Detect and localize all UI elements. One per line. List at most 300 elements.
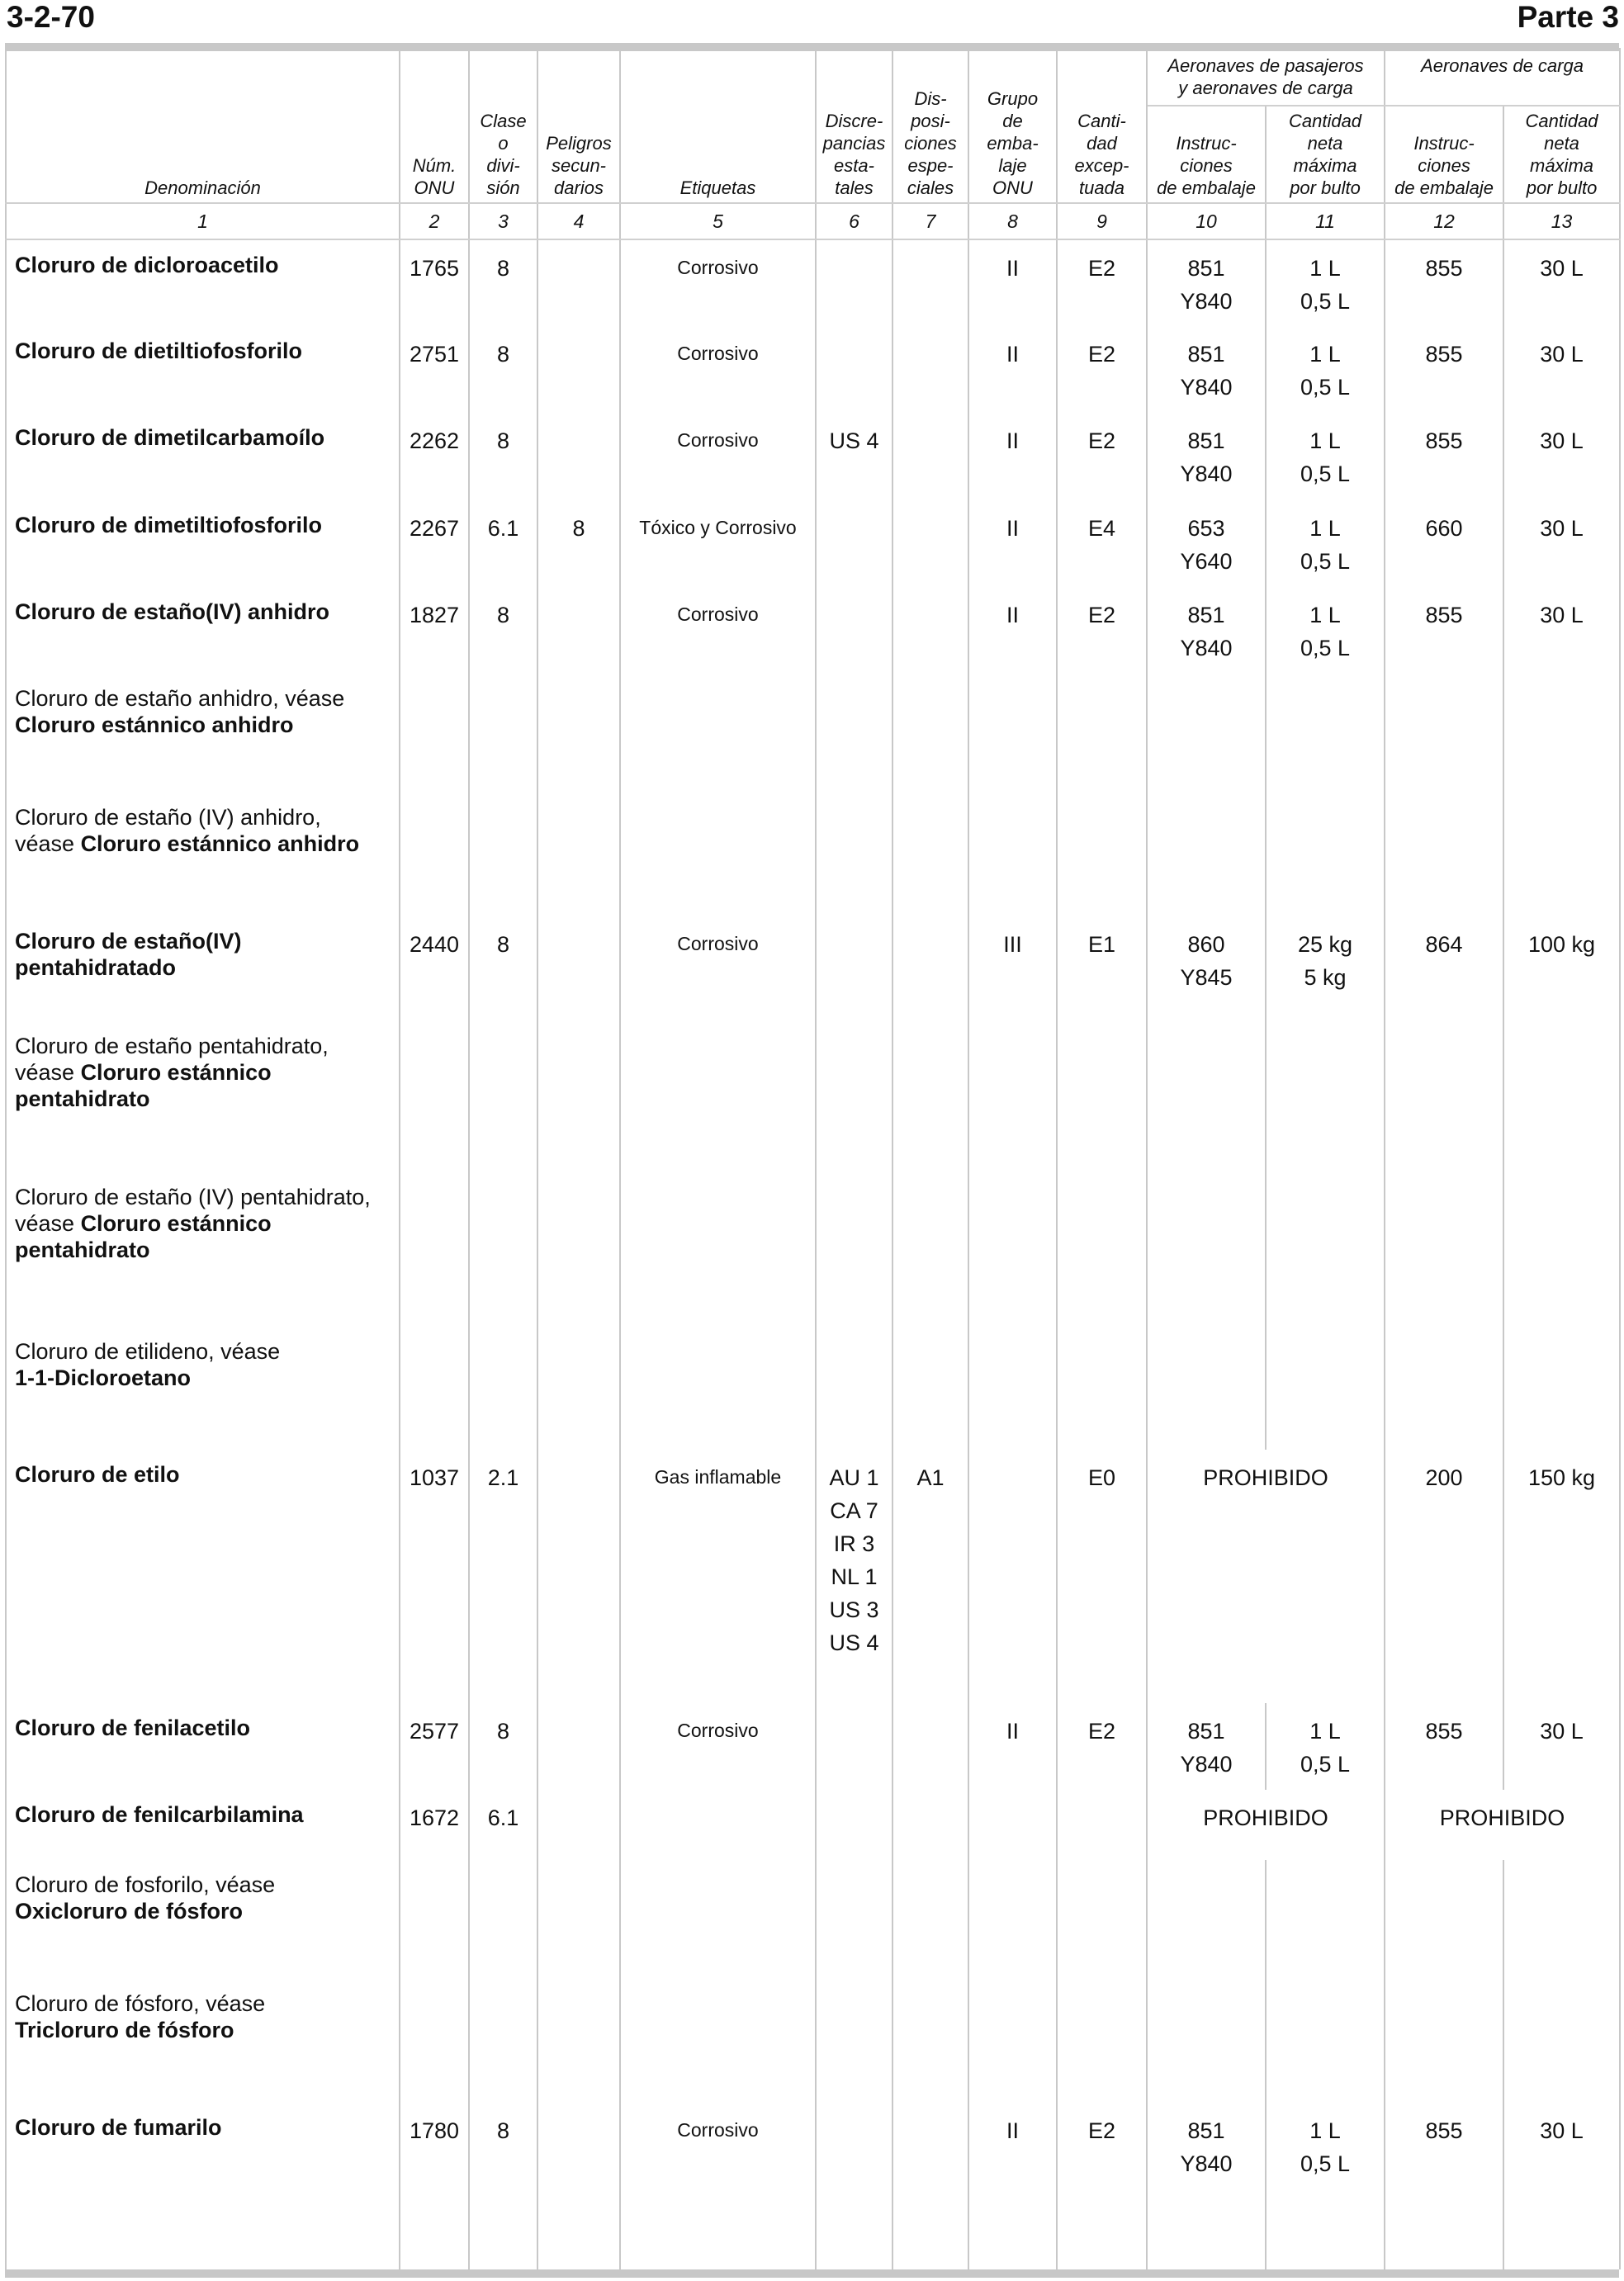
- cell-cao-instructions: [1385, 1021, 1503, 1173]
- header-line: espe-: [907, 155, 954, 176]
- cell-line: 1 L: [1309, 428, 1341, 454]
- cell-line: 200: [1425, 1465, 1463, 1490]
- cell-line: E4: [1087, 515, 1116, 541]
- cell-special-provisions: [892, 239, 968, 326]
- cell-line: E0: [1087, 1465, 1116, 1490]
- col-header-labels: [620, 48, 816, 203]
- header-line: Denominación: [144, 177, 261, 198]
- cell-line: E2: [1087, 428, 1116, 454]
- cell-line: II: [1006, 1718, 1019, 1744]
- cell-line: 1827: [409, 602, 460, 627]
- cell-labels: [620, 1860, 816, 1979]
- cell-packing-group: [968, 1860, 1057, 1979]
- cell-denomination: [6, 1327, 400, 1450]
- cell-excepted-quantity: [1057, 1172, 1147, 1327]
- cell-denomination: [6, 1450, 400, 1703]
- cell-denomination: [6, 1021, 400, 1173]
- group-header-passenger: [1147, 48, 1385, 106]
- cell-line: 1765: [409, 256, 460, 281]
- cell-packing-group: [968, 674, 1057, 793]
- cell-secondary-hazard: [537, 587, 620, 674]
- col-header-state-variations: [816, 48, 892, 203]
- cell-denomination: [6, 1703, 400, 1790]
- cell-packing-group: [968, 1021, 1057, 1173]
- header-line: ciales: [907, 177, 954, 198]
- cell-un-number: [400, 916, 469, 1021]
- cell-pax-quantity: [1266, 1979, 1385, 2103]
- cell-un-number: [400, 1860, 469, 1979]
- cell-line: 1 L: [1309, 1718, 1341, 1744]
- cell-line: 0,5 L: [1300, 461, 1351, 487]
- header-line: Aeronaves de pasajeros: [1167, 55, 1364, 76]
- group-header-cargo: Aeronaves de carga: [1385, 48, 1620, 106]
- cell-excepted-quantity: [1057, 326, 1147, 413]
- cell-line: 2.1: [487, 1465, 519, 1490]
- cell-pax-quantity: [1266, 674, 1385, 793]
- col-number: 1: [6, 203, 400, 239]
- cell-packing-group: [968, 2103, 1057, 2269]
- cell-secondary-hazard: [537, 326, 620, 413]
- cell-excepted-quantity: [1057, 587, 1147, 674]
- bottom-rule: [5, 2269, 1619, 2278]
- cell-line: 864: [1425, 931, 1463, 957]
- cell-pax-quantity: [1266, 413, 1385, 499]
- cell-class: [469, 413, 537, 499]
- cell-excepted-quantity: [1057, 500, 1147, 587]
- cell-labels: [620, 1979, 816, 2103]
- col-number: 9: [1057, 203, 1147, 239]
- cell-pax-quantity: [1266, 1327, 1385, 1450]
- col-number: 13: [1503, 203, 1620, 239]
- cell-denomination: [6, 1790, 400, 1860]
- cell-state-variations: [816, 587, 892, 674]
- cell-line: 2440: [409, 931, 460, 957]
- cell-line: PROHIBIDO: [1203, 1805, 1328, 1831]
- header-line: Etiquetas: [679, 177, 756, 198]
- cell-un-number: [400, 1172, 469, 1327]
- col-header-secondary: [537, 48, 620, 203]
- cell-line: 30 L: [1540, 342, 1584, 367]
- header-line: y aeronaves de carga: [1178, 78, 1353, 98]
- cell-class: [469, 916, 537, 1021]
- header-line: divi-: [486, 155, 520, 176]
- cell-line: E2: [1087, 256, 1116, 281]
- cell-denomination: [6, 1860, 400, 1979]
- cell-line: 851: [1187, 2118, 1225, 2143]
- cell-line: II: [1006, 428, 1019, 454]
- header-line: por bulto: [1526, 177, 1598, 198]
- cell-labels: [620, 2103, 816, 2269]
- cell-cao-quantity: [1503, 916, 1620, 1021]
- cell-un-number: [400, 1703, 469, 1790]
- cell-pax-quantity: [1266, 1172, 1385, 1327]
- cell-labels: [620, 793, 816, 916]
- cell-pax-instructions: [1147, 1172, 1266, 1327]
- cell-cao-quantity: [1503, 1703, 1620, 1790]
- cell-secondary-hazard: [537, 1790, 620, 1860]
- col-number: 12: [1385, 203, 1503, 239]
- cell-line: E2: [1087, 342, 1116, 367]
- cell-denomination: [6, 239, 400, 326]
- cell-cao-quantity: [1503, 1172, 1620, 1327]
- cell-labels: [620, 1021, 816, 1173]
- cell-special-provisions: [892, 1979, 968, 2103]
- cell-state-variations: [816, 1860, 892, 1979]
- cell-secondary-hazard: [537, 1860, 620, 1979]
- cell-cao-quantity: [1503, 1450, 1620, 1703]
- cell-line: II: [1006, 602, 1019, 627]
- cell-pax-instructions: [1147, 793, 1266, 916]
- cell-class: [469, 587, 537, 674]
- cell-line: 30 L: [1540, 256, 1584, 281]
- cell-line: 653: [1187, 515, 1225, 541]
- header-line: Instruc-: [1413, 133, 1475, 154]
- cell-secondary-hazard: [537, 793, 620, 916]
- cell-packing-group: [968, 587, 1057, 674]
- cell-packing-group: [968, 326, 1057, 413]
- header-line: pancias: [822, 133, 886, 154]
- col-number: 3: [469, 203, 537, 239]
- cell-line: E2: [1087, 602, 1116, 627]
- cell-pax-quantity: [1266, 916, 1385, 1021]
- cell-line: PROHIBIDO: [1203, 1465, 1328, 1490]
- cell-un-number: [400, 587, 469, 674]
- cell-line: 855: [1425, 2118, 1463, 2143]
- cell-line: Cloruro de estaño(IV) anhidro: [15, 599, 330, 624]
- cell-class: [469, 1172, 537, 1327]
- col-header-excepted-quantity: [1057, 48, 1147, 203]
- header-line: ONU: [414, 177, 455, 198]
- header-line: esta-: [834, 155, 874, 176]
- cell-labels: [620, 1327, 816, 1450]
- cell-line: Cloruro de dicloroacetilo: [15, 253, 279, 277]
- cell-labels: [620, 413, 816, 499]
- cell-state-variations: [816, 500, 892, 587]
- cell-cao-quantity: [1503, 793, 1620, 916]
- cell-secondary-hazard: [537, 1172, 620, 1327]
- cell-line: Y840: [1180, 461, 1233, 487]
- cell-excepted-quantity: [1057, 413, 1147, 499]
- col-number: 6: [816, 203, 892, 239]
- header-line: ONU: [992, 177, 1033, 198]
- cell-line: Y840: [1180, 2151, 1233, 2176]
- col-number: 5: [620, 203, 816, 239]
- header-line: Cantidad: [1288, 111, 1362, 131]
- cell-pax-instructions: [1147, 674, 1266, 793]
- cell-line: 2262: [409, 428, 460, 454]
- cell-line: CA 7: [830, 1498, 878, 1523]
- cell-line: 855: [1425, 342, 1463, 367]
- cell-denomination: [6, 500, 400, 587]
- table-row: [6, 1172, 1620, 1327]
- cell-line: 851: [1187, 256, 1225, 281]
- cell-excepted-quantity: [1057, 1450, 1147, 1703]
- table-row: [6, 1450, 1620, 1703]
- cell-un-number: [400, 1021, 469, 1173]
- cell-class: [469, 2103, 537, 2269]
- cell-cao-instructions: [1385, 500, 1503, 587]
- cross-reference: Cloruro estánnico: [80, 1059, 272, 1085]
- cell-secondary-hazard: [537, 500, 620, 587]
- cell-line: 851: [1187, 602, 1225, 627]
- table-row: [6, 1860, 1620, 1979]
- cell-pax-quantity: [1266, 1703, 1385, 1790]
- cell-pax-instructions: [1147, 1860, 1266, 1979]
- table-row: [6, 793, 1620, 916]
- cell-line: Cloruro de fenilacetilo: [15, 1715, 251, 1740]
- cell-excepted-quantity: [1057, 1327, 1147, 1450]
- cell-line: US 4: [829, 428, 879, 454]
- cell-cao-instructions: [1385, 674, 1503, 793]
- header-line: ciones: [904, 133, 957, 154]
- cell-labels: [620, 1172, 816, 1327]
- table-body: [6, 239, 1620, 2269]
- cell-line: 851: [1187, 342, 1225, 367]
- cell-class: [469, 239, 537, 326]
- cell-line: 0,5 L: [1300, 548, 1351, 574]
- cell-excepted-quantity: [1057, 1021, 1147, 1173]
- cell-line: Y840: [1180, 1751, 1233, 1777]
- cell-cao-quantity: [1503, 587, 1620, 674]
- cell-line: 8: [496, 342, 510, 367]
- cell-cao-quantity: [1503, 2103, 1620, 2269]
- cell-cao-instructions: [1385, 1327, 1503, 1450]
- cell-labels: [620, 500, 816, 587]
- header-line: dad: [1087, 133, 1117, 154]
- header-line: neta: [1307, 133, 1343, 154]
- cell-line: 25 kg: [1297, 931, 1353, 957]
- cell-line: Corrosivo: [677, 2118, 759, 2141]
- cell-line: Cloruro de estaño pentahidrato,: [15, 1033, 329, 1058]
- cell-line: véase Cloruro estánnico: [15, 1059, 272, 1085]
- col-number: 11: [1266, 203, 1385, 239]
- cell-line: Gas inflamable: [654, 1465, 782, 1488]
- table-row: [6, 587, 1620, 674]
- cell-line: A1: [916, 1465, 945, 1490]
- col-number: 4: [537, 203, 620, 239]
- cross-reference: pentahidrato: [15, 1086, 150, 1111]
- cell-class: [469, 1021, 537, 1173]
- cell-line: 2267: [409, 515, 460, 541]
- cell-denomination: [6, 413, 400, 499]
- cell-line: Cloruro de fenilcarbilamina: [15, 1802, 304, 1828]
- cell-special-provisions: [892, 2103, 968, 2269]
- cell-line: Corrosivo: [677, 257, 759, 278]
- cell-packing-group: [968, 1450, 1057, 1703]
- col-header-name: [6, 48, 400, 203]
- col-header-packing-group: [968, 48, 1057, 203]
- header-line: Núm.: [412, 155, 457, 176]
- cell-cao-quantity: [1503, 1021, 1620, 1173]
- cell-line: 855: [1425, 256, 1463, 281]
- cell-labels: [620, 326, 816, 413]
- cell-class: [469, 1450, 537, 1703]
- cell-special-provisions: [892, 1703, 968, 1790]
- cell-line: Cloruro de estaño (IV) anhidro,: [15, 805, 321, 831]
- cross-reference: Tricloruro de fósforo: [15, 2018, 234, 2043]
- cell-line: US 3: [829, 1597, 879, 1622]
- cell-cao-instructions: [1385, 413, 1503, 499]
- header-line: Dis-: [914, 88, 947, 109]
- table-row: [6, 1790, 1620, 1860]
- cell-line: 855: [1425, 1718, 1463, 1744]
- col-header-special-provisions: [892, 48, 968, 203]
- cell-line: IR 3: [833, 1531, 875, 1556]
- cell-packing-group: [968, 1703, 1057, 1790]
- cell-un-number: [400, 413, 469, 499]
- cell-class: [469, 1790, 537, 1860]
- cell-excepted-quantity: [1057, 916, 1147, 1021]
- cell-secondary-hazard: [537, 1450, 620, 1703]
- cell-pax-instructions: [1147, 1327, 1266, 1450]
- cell-line: PROHIBIDO: [1439, 1805, 1565, 1831]
- cell-state-variations: [816, 1327, 892, 1450]
- cell-special-provisions: [892, 1860, 968, 1979]
- table-row: [6, 2103, 1620, 2269]
- cross-reference: Cloruro estánnico anhidro: [15, 712, 294, 738]
- cell-cao-quantity: [1503, 1979, 1620, 2103]
- cell-line: 0,5 L: [1300, 375, 1351, 400]
- cell-cao-quantity: [1503, 413, 1620, 499]
- cell-line: E1: [1087, 931, 1116, 957]
- cell-line: Cloruro de etilo: [15, 1461, 180, 1487]
- cell-line: E2: [1087, 2118, 1116, 2143]
- cell-pax-instructions: [1147, 326, 1266, 413]
- header-line: tales: [835, 177, 874, 198]
- cell-state-variations: [816, 1021, 892, 1173]
- cell-line: NL 1: [831, 1564, 878, 1589]
- cell-line: 1 L: [1309, 602, 1341, 627]
- cell-line: 1672: [409, 1805, 460, 1831]
- cell-line: 150 kg: [1527, 1465, 1596, 1490]
- cell-labels: [620, 674, 816, 793]
- cell-un-number: [400, 239, 469, 326]
- cell-cao-quantity: [1503, 674, 1620, 793]
- col-header-cao-instructions: [1385, 106, 1503, 203]
- header-line: Instruc-: [1176, 133, 1237, 154]
- cell-pax-instructions: [1147, 2103, 1266, 2269]
- cell-un-number: [400, 1450, 469, 1703]
- table-row: [6, 326, 1620, 413]
- cell-denomination: [6, 674, 400, 793]
- cell-excepted-quantity: [1057, 1860, 1147, 1979]
- cell-state-variations: [816, 1703, 892, 1790]
- cell-line: 30 L: [1540, 428, 1584, 454]
- cell-line: Cloruro de dimetilcarbamoílo: [15, 425, 325, 451]
- cell-line: 0,5 L: [1300, 1751, 1351, 1777]
- cell-cao-instructions: [1385, 2103, 1503, 2269]
- cell-line: 1 L: [1309, 342, 1341, 367]
- cell-pax-prohibited: [1147, 1790, 1385, 1860]
- col-header-un: [400, 48, 469, 203]
- cell-special-provisions: [892, 1790, 968, 1860]
- cell-pax-quantity: [1266, 239, 1385, 326]
- cell-cao-instructions: [1385, 916, 1503, 1021]
- cell-line: 8: [496, 2118, 510, 2143]
- cell-secondary-hazard: [537, 674, 620, 793]
- cell-line: US 4: [829, 1630, 879, 1655]
- cell-packing-group: [968, 1979, 1057, 2103]
- cell-secondary-hazard: [537, 1021, 620, 1173]
- cell-line: Corrosivo: [677, 1719, 759, 1741]
- header-line: posi-: [911, 111, 950, 131]
- cell-line: 855: [1425, 428, 1463, 454]
- cell-excepted-quantity: [1057, 1790, 1147, 1860]
- cell-line: 8: [496, 428, 510, 454]
- table-row: [6, 500, 1620, 587]
- cell-line: Y840: [1180, 289, 1233, 314]
- cell-pax-prohibited: [1147, 1450, 1385, 1703]
- table-row: [6, 1703, 1620, 1790]
- cell-state-variations: [816, 1790, 892, 1860]
- cell-labels: [620, 587, 816, 674]
- cell-pax-quantity: [1266, 1021, 1385, 1173]
- cell-special-provisions: [892, 793, 968, 916]
- cell-line: Cloruro de estaño (IV) pentahidrato,: [15, 1185, 371, 1210]
- cell-packing-group: [968, 500, 1057, 587]
- cell-packing-group: [968, 916, 1057, 1021]
- cell-line: Cloruro de estaño(IV): [15, 928, 242, 954]
- cross-reference: Cloruro estánnico: [80, 1211, 272, 1237]
- col-number: 8: [968, 203, 1057, 239]
- cell-class: [469, 1860, 537, 1979]
- cell-line: 2751: [409, 342, 460, 367]
- cell-denomination: [6, 2103, 400, 2269]
- cell-line: 5 kg: [1304, 964, 1347, 990]
- cell-class: [469, 1979, 537, 2103]
- cell-cao-quantity: [1503, 1327, 1620, 1450]
- table-row: [6, 1021, 1620, 1173]
- cell-pax-instructions: [1147, 1703, 1266, 1790]
- cell-excepted-quantity: [1057, 1979, 1147, 2103]
- cell-line: II: [1006, 342, 1019, 367]
- cell-line: 855: [1425, 602, 1463, 627]
- cell-un-number: [400, 326, 469, 413]
- cell-pax-quantity: [1266, 2103, 1385, 2269]
- cell-cao-instructions: [1385, 1979, 1503, 2103]
- cell-cao-quantity: [1503, 326, 1620, 413]
- cell-line: 851: [1187, 1718, 1225, 1744]
- cell-cao-instructions: [1385, 239, 1503, 326]
- cell-un-number: [400, 793, 469, 916]
- cell-line: Tóxico y Corrosivo: [639, 516, 797, 538]
- cell-line: 1780: [409, 2118, 460, 2143]
- cell-line: 860: [1187, 931, 1225, 957]
- cell-cao-instructions: [1385, 793, 1503, 916]
- cell-state-variations: [816, 916, 892, 1021]
- cell-packing-group: [968, 239, 1057, 326]
- cell-line: 8: [496, 602, 510, 627]
- table-header: [6, 48, 1620, 239]
- header-line: sión: [486, 177, 520, 198]
- header-line: Cantidad: [1525, 111, 1598, 131]
- cell-secondary-hazard: [537, 1703, 620, 1790]
- cell-line: Cloruro de etilideno, véase: [15, 1339, 281, 1365]
- cell-packing-group: [968, 1790, 1057, 1860]
- header-line: de: [1002, 111, 1023, 131]
- header-line: secun-: [551, 155, 607, 176]
- cell-line: III: [1003, 931, 1022, 957]
- cell-line: 30 L: [1540, 2118, 1584, 2143]
- col-header-class: [469, 48, 537, 203]
- cell-pax-instructions: [1147, 916, 1266, 1021]
- cell-special-provisions: [892, 413, 968, 499]
- cell-line: 1 L: [1309, 515, 1341, 541]
- cell-line: 1 L: [1309, 256, 1341, 281]
- header-line: emba-: [987, 133, 1039, 154]
- cell-un-number: [400, 1327, 469, 1450]
- cell-secondary-hazard: [537, 2103, 620, 2269]
